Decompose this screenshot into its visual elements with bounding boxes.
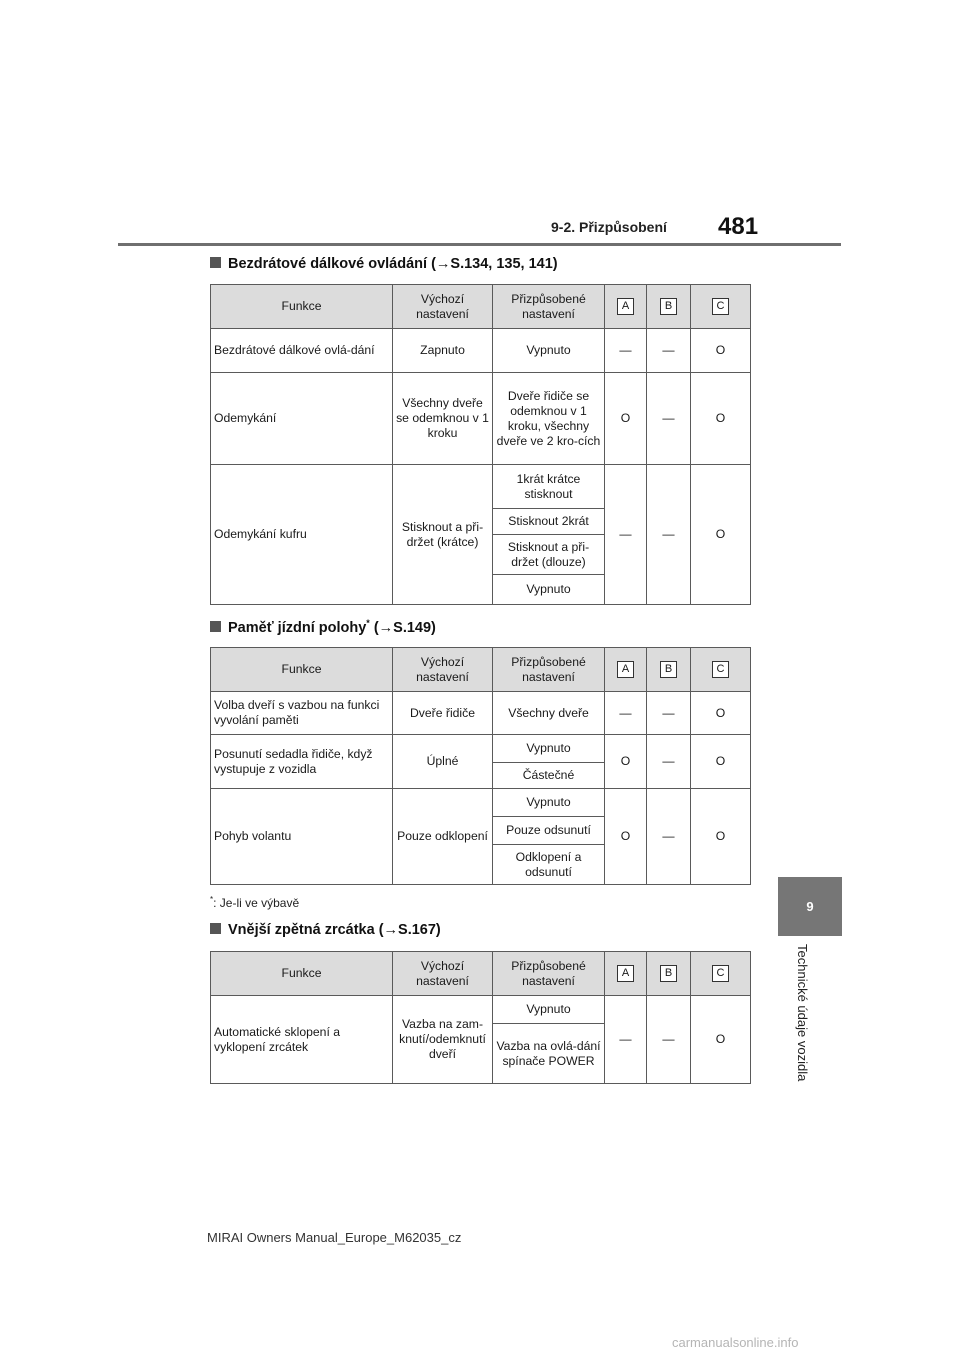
cell-funkce: Posunutí sedadla řidiče, když vystupuje z vozidla — [211, 735, 393, 789]
table-header-row — [211, 648, 751, 692]
cell-custom: Vazba na ovlá-dání spínače POWER — [493, 1024, 605, 1084]
cell-default: Vazba na zam-knutí/odemknutí dveří — [393, 996, 493, 1084]
cell-default: Všechny dveře se odemknou v 1 kroku — [393, 373, 493, 465]
cell-a: O — [605, 735, 647, 789]
page-number: 481 — [718, 213, 759, 240]
table-row — [211, 373, 751, 465]
cell-custom: Vypnuto — [493, 575, 605, 605]
cell-default: Stisknout a při-držet (krátce) — [393, 465, 493, 605]
table-row — [211, 692, 751, 735]
col-b: B — [660, 298, 677, 315]
table-row — [211, 329, 751, 373]
cell-funkce: Automatické sklopení a vyklopení zrcátek — [211, 996, 393, 1084]
cell-custom: Dveře řidiče se odemknou v 1 kroku, všechny dveře ve 2 kro-cích — [493, 373, 605, 465]
section-heading-remote: Bezdrátové dálkové ovládání (→S.134, 135, 141) — [210, 256, 558, 272]
cell-funkce: Pohyb volantu — [211, 789, 393, 885]
cell-c: O — [691, 465, 751, 605]
cell-b: — — [647, 735, 691, 789]
table-row — [211, 735, 751, 763]
cell-funkce: Odemykání kufru — [211, 465, 393, 605]
chapter-tab: 9 — [778, 877, 842, 936]
cell-custom: Vypnuto — [493, 996, 605, 1024]
section-header: 9-2. Přizpůsobení — [551, 219, 667, 235]
table-row — [211, 996, 751, 1024]
cell-custom: Stisknout a při-držet (dlouze) — [493, 535, 605, 575]
cell-funkce: Bezdrátové dálkové ovlá-dání — [211, 329, 393, 373]
cell-custom: Částečné — [493, 763, 605, 789]
cell-default: Pouze odklopení — [393, 789, 493, 885]
cell-a: O — [605, 373, 647, 465]
chapter-label: Technické údaje vozidla — [795, 944, 810, 1082]
cell-custom: Odklopení a odsunutí — [493, 845, 605, 885]
cell-custom: Pouze odsunutí — [493, 817, 605, 845]
cell-b: — — [647, 789, 691, 885]
col-c: C — [712, 298, 729, 315]
cell-b: — — [647, 465, 691, 605]
cell-a: — — [605, 692, 647, 735]
cell-a: — — [605, 996, 647, 1084]
table-header-row — [211, 952, 751, 996]
cell-c: O — [691, 735, 751, 789]
table-row — [211, 789, 751, 817]
section-heading-memory: Paměť jízdní polohy* (→S.149) — [210, 618, 436, 636]
cell-custom: Všechny dveře — [493, 692, 605, 735]
col-default: Výchozí nastavení — [393, 648, 493, 692]
cell-default: Úplné — [393, 735, 493, 789]
cell-c: O — [691, 373, 751, 465]
col-funkce: Funkce — [211, 648, 393, 692]
cell-a: — — [605, 465, 647, 605]
col-custom: Přizpůsobené nastavení — [493, 952, 605, 996]
square-bullet-icon — [210, 621, 221, 632]
cell-c: O — [691, 329, 751, 373]
col-c: C — [712, 661, 729, 678]
footnote: *: Je-li ve výbavě — [210, 895, 300, 910]
cell-a: — — [605, 329, 647, 373]
cell-custom: Stisknout 2krát — [493, 509, 605, 535]
table-row — [211, 465, 751, 509]
col-c: C — [712, 965, 729, 982]
cell-funkce: Volba dveří s vazbou na funkci vyvolání paměti — [211, 692, 393, 735]
cell-b: — — [647, 692, 691, 735]
cell-custom: Vypnuto — [493, 789, 605, 817]
square-bullet-icon — [210, 257, 221, 268]
mirror-settings-table — [210, 951, 751, 1084]
cell-a: O — [605, 789, 647, 885]
col-custom: Přizpůsobené nastavení — [493, 648, 605, 692]
section-heading-mirrors: Vnější zpětná zrcátka (→S.167) — [210, 922, 441, 938]
cell-b: — — [647, 996, 691, 1084]
memory-settings-table — [210, 647, 751, 885]
remote-settings-table — [210, 284, 751, 605]
watermark: carmanualsonline.info — [672, 1335, 799, 1350]
cell-c: O — [691, 996, 751, 1084]
cell-default: Zapnuto — [393, 329, 493, 373]
col-a: A — [617, 965, 634, 982]
cell-custom: 1krát krátce stisknout — [493, 465, 605, 509]
cell-b: — — [647, 329, 691, 373]
col-b: B — [660, 965, 677, 982]
col-funkce: Funkce — [211, 952, 393, 996]
col-custom: Přizpůsobené nastavení — [493, 285, 605, 329]
col-funkce: Funkce — [211, 285, 393, 329]
col-a: A — [617, 661, 634, 678]
col-b: B — [660, 661, 677, 678]
cell-custom: Vypnuto — [493, 735, 605, 763]
col-default: Výchozí nastavení — [393, 285, 493, 329]
header-divider — [118, 243, 841, 246]
table-header-row — [211, 285, 751, 329]
footer-manual-id: MIRAI Owners Manual_Europe_M62035_cz — [207, 1230, 462, 1245]
cell-default: Dveře řidiče — [393, 692, 493, 735]
col-a: A — [617, 298, 634, 315]
cell-custom: Vypnuto — [493, 329, 605, 373]
cell-c: O — [691, 692, 751, 735]
square-bullet-icon — [210, 923, 221, 934]
cell-b: — — [647, 373, 691, 465]
col-default: Výchozí nastavení — [393, 952, 493, 996]
cell-c: O — [691, 789, 751, 885]
cell-funkce: Odemykání — [211, 373, 393, 465]
